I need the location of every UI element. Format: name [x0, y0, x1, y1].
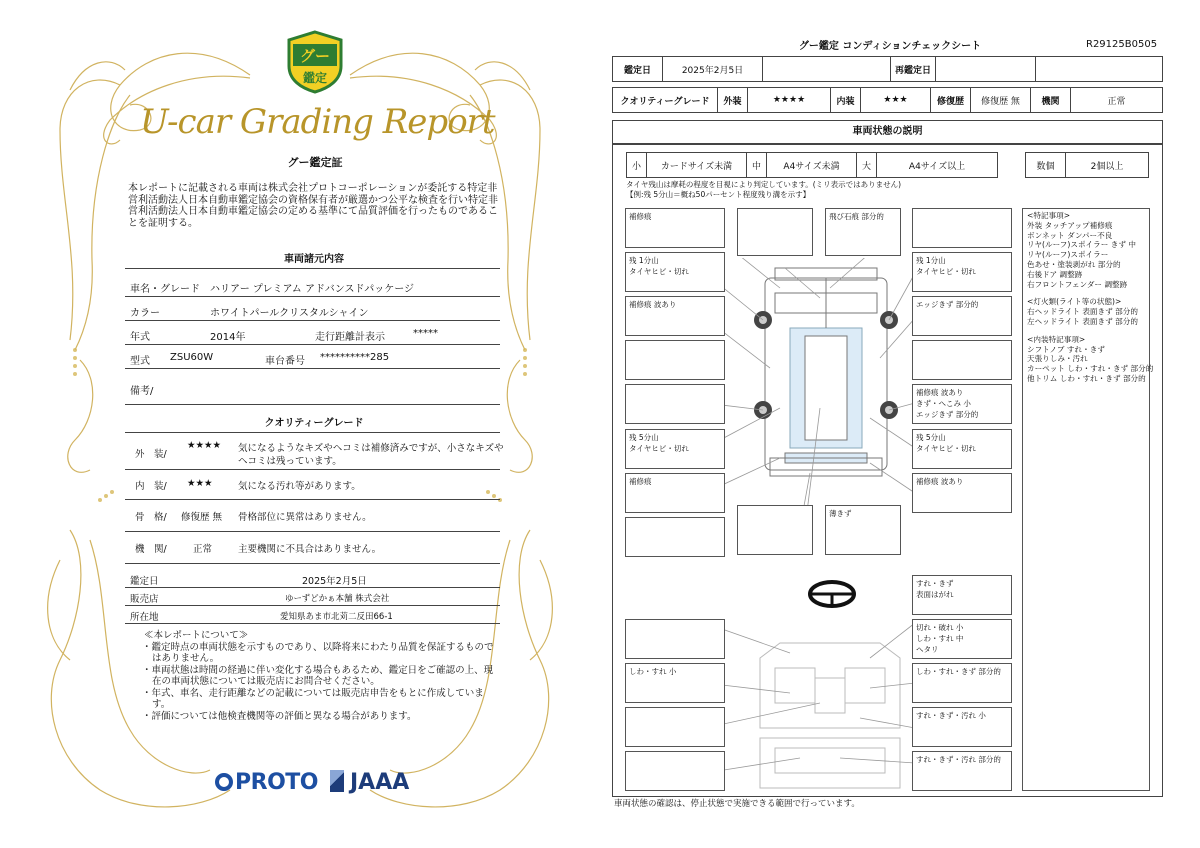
grade-label: 外 装/	[135, 449, 167, 460]
report-notes	[138, 630, 494, 722]
model-label: 型式	[130, 356, 150, 367]
condition-box-right-2: 残 1分山 タイヤヒビ・切れ	[912, 252, 1012, 292]
condition-box-interior-2: しわ・すれ・きず 部分的	[912, 663, 1012, 703]
note-line: 天張りしみ・汚れ	[1027, 354, 1088, 364]
note-item: ・年式、車名、走行距離などの記載については販売店申告をもとに作成しています。	[142, 687, 484, 710]
divider	[125, 268, 500, 269]
grade-row-engine	[125, 532, 500, 564]
spec-row-remarks	[125, 375, 500, 405]
history-label: 修復歴	[931, 88, 971, 113]
chassis-label: 車台番号	[265, 356, 305, 367]
sheet-title: グー鑑定 コンディションチェックシート	[798, 41, 982, 52]
note-line: <内装特記事項>	[1027, 334, 1086, 344]
info-row-shop	[125, 588, 500, 606]
special-notes-box	[1022, 208, 1154, 791]
note-line: 右フロントフェンダー 調整跡	[1027, 279, 1128, 289]
tire-note	[626, 180, 901, 200]
note-line: シフトノブ すれ・きず	[1027, 344, 1105, 354]
grade-value: 修復歴 無	[181, 512, 223, 523]
interior-label: 内装	[831, 88, 861, 113]
note-line: カーペット しわ・すれ・きず 部分的	[1027, 364, 1154, 374]
condition-box-left-3: 補修痕 波あり	[625, 296, 725, 336]
engine-value: 正常	[1071, 88, 1163, 113]
size-medium: 中	[747, 153, 767, 178]
spec-section-title: 車両諸元内容	[284, 254, 344, 265]
condition-box-left-8	[625, 517, 725, 557]
grade-value: 正常	[193, 544, 213, 555]
certificate-title: グー鑑定証	[287, 156, 343, 169]
condition-box-left-4	[625, 340, 725, 380]
condition-box-top-right: 飛び石痕 部分的	[825, 208, 901, 256]
date-label: 鑑定日	[130, 576, 159, 587]
proto-mark-icon	[215, 773, 233, 791]
condition-box-right-7: 補修痕 波あり	[912, 473, 1012, 513]
mileage-value: *****	[413, 328, 438, 339]
note-line: 他トリム しわ・すれ・きず 部分的	[1027, 373, 1146, 383]
spec-row-year	[125, 321, 500, 345]
condition-box-interior-1: 切れ・破れ 小 しわ・すれ 中 へタリ	[912, 619, 1012, 659]
proto-logo: PROTO	[215, 770, 318, 795]
note-line: 右ヘッドライト 表面きず 部分的	[1027, 307, 1138, 317]
condition-box-top-mid	[737, 208, 813, 256]
model-value: ZSU60W	[170, 352, 214, 363]
reinspect-value	[936, 57, 1036, 82]
blank-cell	[763, 57, 891, 82]
grade-label: 骨 格/	[135, 512, 167, 523]
year-value: 2014年	[210, 332, 246, 343]
size-small-desc: カードサイズ未満	[647, 153, 747, 178]
jaaa-mark-icon	[330, 770, 344, 792]
info-row-date	[125, 570, 500, 588]
condition-box-right-5: 補修痕 波あり きず・へこみ 小 エッジきず 部分的	[912, 384, 1012, 424]
grade-label: 内 装/	[135, 481, 167, 492]
size-medium-desc: A4サイズ未満	[767, 153, 857, 178]
condition-box-right-6: 残 5分山 タイヤヒビ・切れ	[912, 429, 1012, 469]
chassis-value: **********285	[320, 352, 390, 363]
condition-box-left-6: 残 5分山 タイヤヒビ・切れ	[625, 429, 725, 469]
exterior-value: ★★★★	[748, 88, 831, 113]
grade-desc: 気になるようなキズやヘコミは補修済みですが、小さなキズや	[238, 443, 504, 454]
condition-box-right-3: エッジきず 部分的	[912, 296, 1012, 336]
jaaa-logo: JAAA	[330, 770, 409, 795]
grade-label: 機 関/	[135, 544, 167, 555]
note-line: 左ヘッドライト 表面きず 部分的	[1027, 316, 1138, 326]
note-line: 色あせ・塗装剥がれ 部分的	[1027, 259, 1121, 269]
notes-heading: ≪本レポートについて≫	[144, 630, 249, 641]
grade-row-exterior	[125, 436, 504, 470]
grade-row-interior	[125, 470, 500, 500]
condition-box-steering: すれ・きず 表面はがれ	[912, 575, 1012, 615]
condition-box-left-2: 残 1分山 タイヤヒビ・切れ	[625, 252, 725, 292]
note-line: <灯火類(ライト等の状態)>	[1027, 297, 1122, 307]
mileage-label: 走行距離計表示	[315, 332, 385, 343]
note-item: ・車両状態は時間の経過に伴い変化する場合もあるため、鑑定日をご確認の上、現在の車両状態については販売店にお問合せください。	[142, 664, 494, 687]
spacer	[1027, 327, 1145, 335]
condition-box-bottom-mid	[737, 505, 813, 555]
grade-row-frame	[125, 500, 500, 532]
svg-text:鑑定: 鑑定	[302, 71, 328, 85]
history-value: 修復歴 無	[971, 88, 1031, 113]
interior-value: ★★★	[861, 88, 931, 113]
quality-grade-table	[612, 87, 1163, 113]
script-report-title: U-car Grading Report	[140, 102, 495, 142]
condition-box-right-4	[912, 340, 1012, 380]
blank-cell	[1036, 57, 1163, 82]
size-large-desc: A4サイズ以上	[877, 153, 998, 178]
note-line: リヤ(ルーフ)スポイラー きず 中	[1027, 240, 1136, 250]
condition-box-right-1	[912, 208, 1012, 248]
steering-wheel-icon	[810, 582, 854, 606]
date-value: 2025年2月5日	[663, 57, 763, 82]
address-label: 所在地	[130, 612, 159, 623]
spec-row-model	[125, 345, 500, 369]
condition-box-interior-left-1	[625, 619, 725, 659]
condition-box-left-5	[625, 384, 725, 424]
condition-box-bottom-right: 薄きず	[825, 505, 901, 555]
spec-row-color	[125, 297, 500, 321]
exterior-label: 外装	[718, 88, 748, 113]
grade-desc: ヘコミは残っています。	[238, 456, 342, 467]
condition-box-left-1: 補修痕	[625, 208, 725, 248]
color-value: ホワイトパールクリスタルシャイン	[210, 308, 369, 319]
note-item: ・鑑定時点の車両状態を示すものであり、以降将来にわたり品質を保証するものではありません。	[142, 641, 494, 664]
tire-note-line: タイヤ残山は摩耗の程度を目視により判定しています。(ミリ表示ではありません)	[626, 180, 902, 189]
svg-text:グー: グー	[299, 47, 331, 65]
grade-value: ★★★★	[187, 440, 222, 451]
condition-box-interior-left-2: しわ・すれ 小	[625, 663, 725, 703]
condition-check-sheet	[600, 0, 1200, 848]
inspection-date-table	[612, 56, 1163, 82]
shop-label: 販売店	[130, 594, 159, 605]
note-line: <特記事項>	[1027, 211, 1071, 220]
date-value: 2025年2月5日	[302, 576, 367, 587]
engine-label: 機関	[1031, 88, 1071, 113]
grade-label: クオリティーグレード	[613, 88, 718, 113]
footer-note: 車両状態の確認は、停止状態で実施できる範囲で行っています。	[614, 799, 860, 809]
condition-box-interior-left-4	[625, 751, 725, 791]
goo-kantei-badge-logo	[285, 30, 345, 94]
grade-desc: 骨格部位に異常はありません。	[238, 512, 372, 523]
note-line: 外装 タッチアップ補修痕	[1027, 220, 1113, 230]
condition-box-left-7: 補修痕	[625, 473, 725, 513]
size-large: 大	[857, 153, 877, 178]
grade-value: ★★★	[187, 478, 213, 489]
tire-note-line: 【例:残 5分山＝概ね50パーセント程度残り溝を示す】	[626, 190, 811, 199]
note-line: リヤ(ルーフ)スポイラー	[1027, 250, 1109, 260]
count-desc: 2個以上	[1066, 153, 1149, 178]
damage-size-legend	[626, 152, 998, 178]
spec-row-name	[125, 273, 500, 297]
name-value: ハリアー プレミアム アドバンスドパッケージ	[210, 284, 415, 295]
note-line: ボンネット ダンパー不良	[1027, 230, 1113, 240]
certificate-intro-text: 本レポートに記載される車両は株式会社プロトコーポレーションが委託する特定非営利活動法人日本自動車鑑定協会の資格保有者が厳選かつ公平な検査を行い特定非営利活動法人日本自動車鑑定協会の定める基準にて品質評価を行ったものであることを証明する。	[128, 183, 498, 229]
address-value: 愛知県あま市北苅二反田66-1	[280, 612, 393, 622]
info-row-address	[125, 606, 500, 624]
note-line: 右後ドア 調整跡	[1027, 269, 1083, 279]
reinspect-label: 再鑑定日	[891, 57, 936, 82]
condition-box-interior-left-3	[625, 707, 725, 747]
remarks-label: 備考/	[130, 386, 154, 397]
condition-section-title: 車両状態の説明	[612, 120, 1163, 144]
date-label: 鑑定日	[613, 57, 663, 82]
note-item: ・評価については他検査機関等の評価と異なる場合があります。	[142, 710, 417, 722]
color-label: カラー	[130, 308, 160, 319]
name-label: 車名・グレード	[130, 284, 200, 295]
grade-desc: 気になる汚れ等があります。	[238, 481, 361, 492]
count-label: 数個	[1026, 153, 1066, 178]
grade-section-title: クオリティーグレード	[264, 418, 364, 429]
condition-box-interior-4: すれ・きず・汚れ 部分的	[912, 751, 1012, 791]
divider	[125, 432, 500, 433]
condition-box-interior-3: すれ・きず・汚れ 小	[912, 707, 1012, 747]
shop-value: ゆーずどかぁ本舗 株式会社	[285, 594, 390, 604]
year-label: 年式	[130, 332, 150, 343]
size-small: 小	[627, 153, 647, 178]
count-legend	[1025, 152, 1149, 178]
sheet-id: R29125B0505	[1086, 39, 1158, 50]
grade-desc: 主要機関に不具合はありません。	[238, 544, 382, 555]
